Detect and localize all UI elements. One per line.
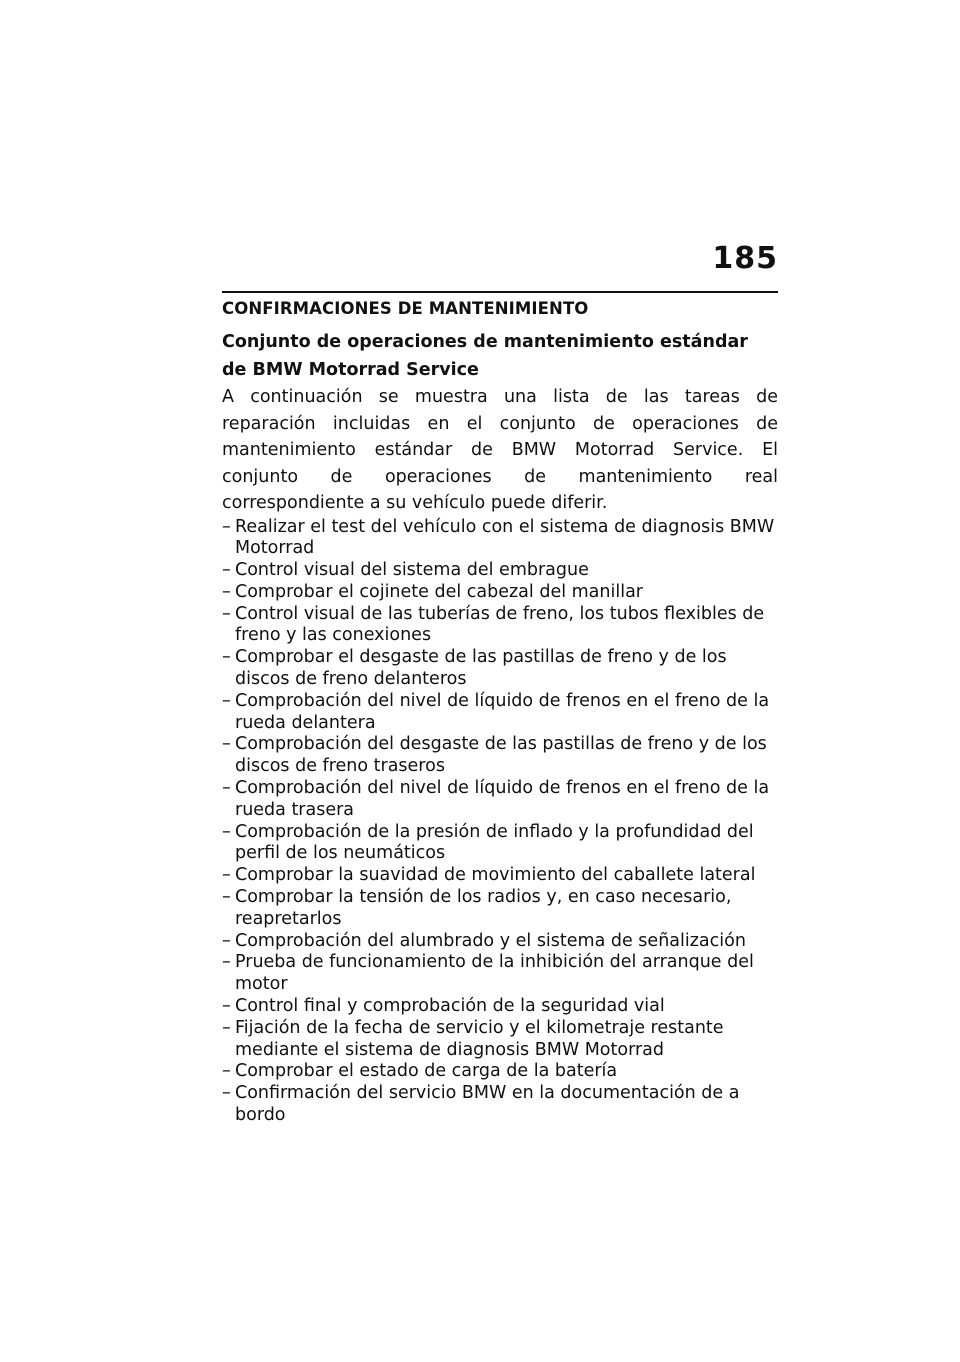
dash-bullet: – bbox=[222, 865, 231, 886]
dash-bullet: – bbox=[222, 581, 231, 602]
subsection-title: Conjunto de operaciones de mantenimiento estándar de BMW Motorrad Service bbox=[222, 332, 748, 380]
checklist-item bbox=[222, 996, 778, 1018]
checklist-item bbox=[222, 887, 778, 931]
intro-paragraph: A continuación se muestra una lista de las tareas de reparación incluidas en el conjunto de operaciones de mantenimiento estándar de BMW Motorrad Service. El conjunto de operaciones de mantenimiento real correspondiente a su vehículo puede diferir. bbox=[222, 387, 778, 513]
dash-bullet: – bbox=[222, 930, 231, 951]
checklist-item bbox=[222, 952, 778, 996]
checklist-item-text: Realizar el test del vehículo con el sistema de diagnosis BMW Motorrad bbox=[235, 516, 775, 559]
checklist-item bbox=[222, 647, 778, 691]
checklist-item bbox=[222, 822, 778, 866]
page-number: 185 bbox=[712, 241, 778, 276]
dash-bullet: – bbox=[222, 887, 231, 908]
checklist-item bbox=[222, 1083, 778, 1127]
dash-bullet: – bbox=[222, 516, 231, 537]
checklist-item-text: Comprobar la tensión de los radios y, en caso necesario, reapretarlos bbox=[235, 887, 732, 929]
checklist-item-text: Comprobar el desgaste de las pastillas de freno y de los discos de freno delanteros bbox=[235, 647, 727, 690]
dash-bullet: – bbox=[222, 603, 231, 624]
checklist-item-text: Comprobación del alumbrado y el sistema de señalización bbox=[235, 930, 746, 951]
checklist-item-text: Comprobación del nivel de líquido de frenos en el freno de la rueda trasera bbox=[235, 778, 770, 820]
checklist-item bbox=[222, 865, 778, 887]
checklist-item bbox=[222, 734, 778, 778]
checklist-item bbox=[222, 604, 778, 648]
dash-bullet: – bbox=[222, 1017, 231, 1038]
dash-bullet: – bbox=[222, 560, 231, 581]
checklist-item-text: Confirmación del servicio BMW en la documentación de a bordo bbox=[235, 1083, 740, 1126]
page-content bbox=[222, 291, 778, 1127]
dash-bullet: – bbox=[222, 1083, 231, 1104]
checklist-item bbox=[222, 582, 778, 604]
dash-bullet: – bbox=[222, 821, 231, 842]
checklist-item-text: Comprobar la suavidad de movimiento del caballete lateral bbox=[235, 865, 756, 886]
checklist-item-text: Comprobación del nivel de líquido de frenos en el freno de la rueda delantera bbox=[235, 690, 770, 733]
checklist-item bbox=[222, 691, 778, 735]
checklist-item-text: Fijación de la fecha de servicio y el kilometraje restante mediante el sistema de diagnosis BMW Motorrad bbox=[235, 1017, 724, 1060]
checklist-item-text: Comprobar el estado de carga de la batería bbox=[235, 1061, 618, 1082]
checklist-item-text: Comprobación del desgaste de las pastillas de freno y de los discos de freno traseros bbox=[235, 734, 767, 777]
dash-bullet: – bbox=[222, 952, 231, 973]
checklist-item bbox=[222, 560, 778, 582]
checklist-item-text: Comprobación de la presión de inflado y la profundidad del perfil de los neumáticos bbox=[235, 821, 754, 864]
checklist-item-text: Control visual del sistema del embrague bbox=[235, 560, 589, 581]
checklist-item-text: Prueba de funcionamiento de la inhibición del arranque del motor bbox=[235, 952, 754, 995]
dash-bullet: – bbox=[222, 734, 231, 755]
dash-bullet: – bbox=[222, 647, 231, 668]
dash-bullet: – bbox=[222, 690, 231, 711]
checklist-item bbox=[222, 1018, 778, 1062]
dash-bullet: – bbox=[222, 996, 231, 1017]
checklist-item bbox=[222, 1061, 778, 1083]
maintenance-checklist bbox=[222, 517, 778, 1127]
checklist-item-text: Control final y comprobación de la seguridad vial bbox=[235, 996, 665, 1017]
section-divider bbox=[222, 291, 778, 293]
section-title: CONFIRMACIONES DE MANTENIMIENTO bbox=[222, 299, 589, 318]
checklist-item bbox=[222, 931, 778, 953]
checklist-item-text: Control visual de las tuberías de freno, los tubos flexibles de freno y las conexiones bbox=[235, 603, 765, 646]
checklist-item bbox=[222, 778, 778, 822]
checklist-item bbox=[222, 517, 778, 561]
dash-bullet: – bbox=[222, 1061, 231, 1082]
dash-bullet: – bbox=[222, 778, 231, 799]
checklist-item-text: Comprobar el cojinete del cabezal del manillar bbox=[235, 581, 644, 602]
